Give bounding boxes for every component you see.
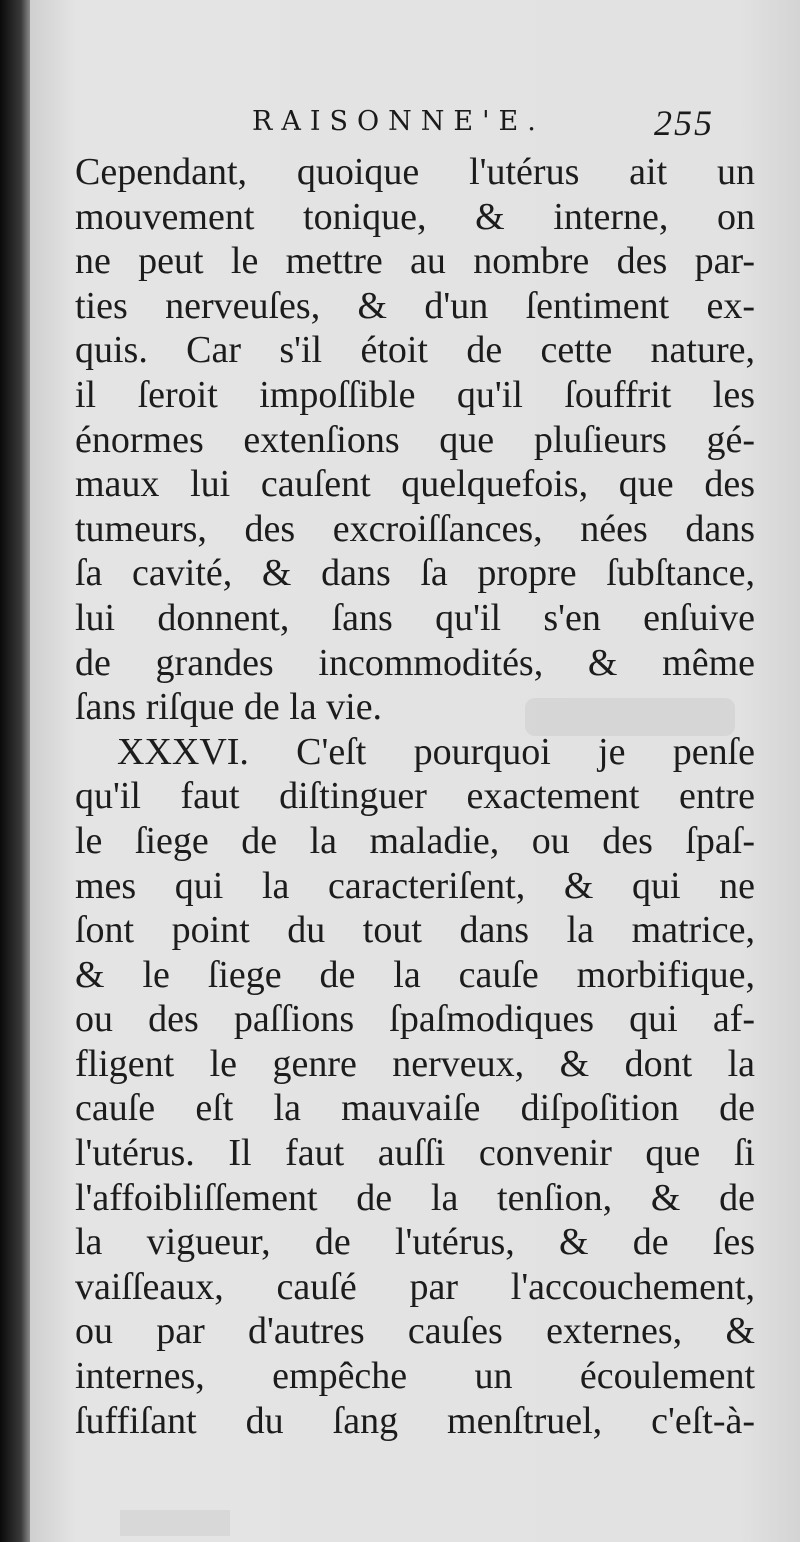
page-number: 255 <box>654 103 714 143</box>
book-page <box>30 0 800 1542</box>
text-line: tumeurs, des excroiſſances, nées dans <box>75 507 755 550</box>
text-line: ne peut le mettre au nombre des par- <box>75 240 755 283</box>
text-line: de grandes incommodités, & même <box>75 641 755 684</box>
text-line: la vigueur, de l'utérus, & de ſes <box>75 1221 755 1264</box>
text-line: ſont point du tout dans la matrice, <box>75 909 755 952</box>
running-title: RAISONNE'E. <box>252 106 545 137</box>
text-line: l'utérus. Il faut auſſi convenir que ſi <box>75 1132 755 1175</box>
section-start-line: XXXVI. C'eſt pourquoi je penſe <box>117 730 755 773</box>
text-line: lui donnent, ſans qu'il s'en enſuive <box>75 596 755 639</box>
text-line: Cependant, quoique l'utérus ait un <box>75 151 755 193</box>
text-line: quis. Car s'il étoit de cette nature, <box>75 329 755 372</box>
body-text <box>75 150 755 1443</box>
text-line: ou des paſſions ſpaſmodiques qui af- <box>75 998 755 1041</box>
text-line: vaiſſeaux, cauſé par l'accouchement, <box>75 1265 755 1308</box>
text-line: internes, empêche un écoulement <box>75 1355 755 1398</box>
text-line: mouvement tonique, & interne, on <box>75 195 755 238</box>
page-gutter-shadow <box>0 0 30 1542</box>
text-line: il ſeroit impoſſible qu'il ſouffrit les <box>75 373 755 416</box>
text-line: maux lui cauſent quelquefois, que des <box>75 463 755 506</box>
text-line: qu'il faut diſtinguer exactement entre <box>75 775 755 818</box>
text-line: énormes extenſions que pluſieurs gé- <box>75 418 755 461</box>
running-head <box>30 100 800 150</box>
text-line: & le ſiege de la cauſe morbifique, <box>75 953 755 996</box>
text-line: ties nerveuſes, & d'un ſentiment ex- <box>75 284 755 327</box>
text-line: le ſiege de la maladie, ou des ſpaſ- <box>75 819 755 862</box>
text-line: ſuffiſant du ſang menſtruel, c'eſt-à- <box>75 1399 755 1442</box>
text-line: cauſe eſt la mauvaiſe diſpoſition de <box>75 1087 755 1130</box>
show-through-ghost <box>120 1510 230 1536</box>
text-line: mes qui la caracteriſent, & qui ne <box>75 864 755 907</box>
paragraph-end-line: ſans riſque de la vie. <box>75 686 383 729</box>
text-line: fligent le genre nerveux, & dont la <box>75 1042 755 1085</box>
text-line: l'affoibliſſement de la tenſion, & de <box>75 1176 755 1219</box>
text-line: ſa cavité, & dans ſa propre ſubſtance, <box>75 552 755 595</box>
text-line: ou par d'autres cauſes externes, & <box>75 1310 755 1353</box>
